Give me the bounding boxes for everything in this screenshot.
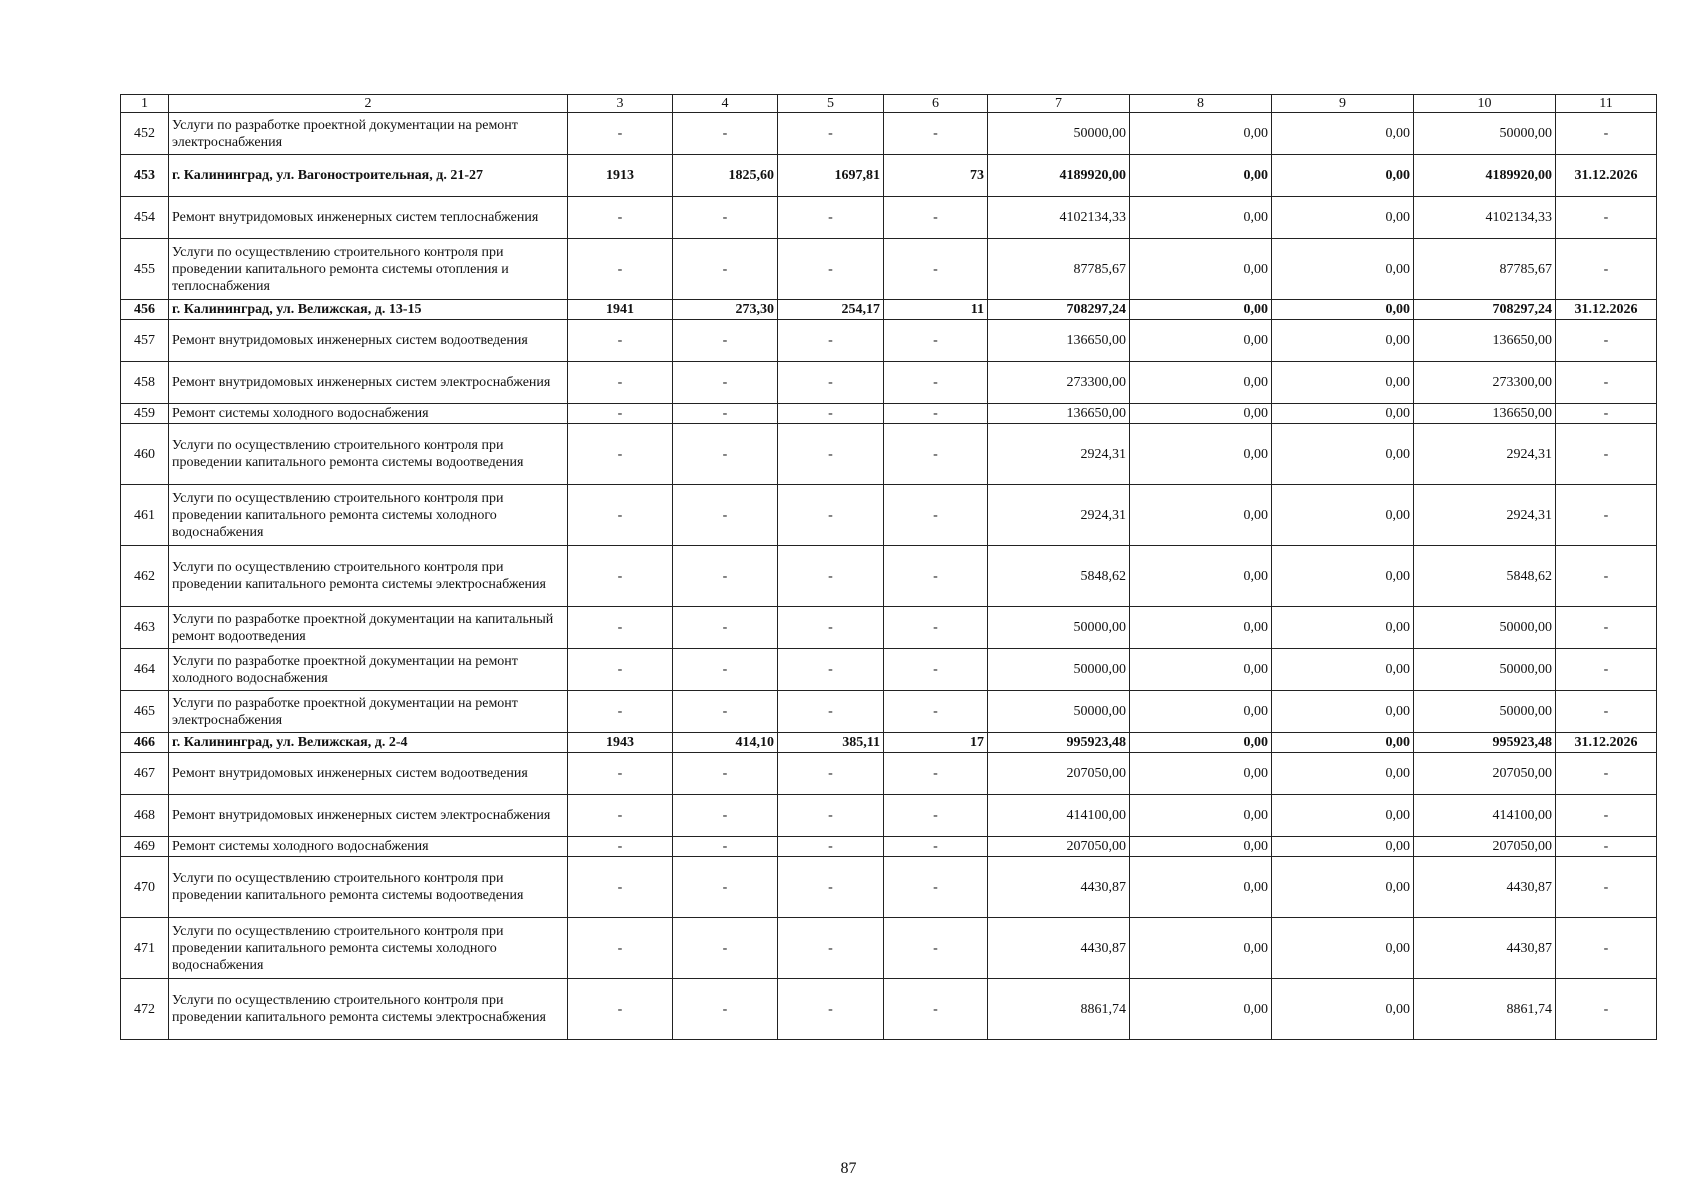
work-description-cell: Ремонт внутридомовых инженерных систем теплоснабжения <box>169 197 568 239</box>
col-10-amount-cell: 207050,00 <box>1414 837 1556 857</box>
col-6-cell: - <box>884 239 988 300</box>
col-7-amount-cell: 2924,31 <box>988 424 1130 485</box>
col-8-amount-cell: 0,00 <box>1130 113 1272 155</box>
row-number-cell: 453 <box>121 155 169 197</box>
col-10-amount-cell: 5848,62 <box>1414 546 1556 607</box>
col-10-amount-cell: 50000,00 <box>1414 113 1556 155</box>
col-4-cell: 1825,60 <box>673 155 778 197</box>
col-7-amount-cell: 4430,87 <box>988 857 1130 918</box>
col-7-amount-cell: 2924,31 <box>988 485 1130 546</box>
work-description-cell: Ремонт внутридомовых инженерных систем электроснабжения <box>169 362 568 404</box>
col-9-amount-cell: 0,00 <box>1272 733 1414 753</box>
col-9-amount-cell: 0,00 <box>1272 607 1414 649</box>
col-3-cell: - <box>568 607 673 649</box>
col-8-amount-cell: 0,00 <box>1130 300 1272 320</box>
col-5-cell: 1697,81 <box>778 155 884 197</box>
row-number-cell: 462 <box>121 546 169 607</box>
table-row <box>121 837 1657 857</box>
col-10-amount-cell: 2924,31 <box>1414 424 1556 485</box>
col-8-amount-cell: 0,00 <box>1130 239 1272 300</box>
col-6-cell: - <box>884 837 988 857</box>
col-3-cell: - <box>568 320 673 362</box>
col-3-cell: - <box>568 546 673 607</box>
col-10-amount-cell: 414100,00 <box>1414 795 1556 837</box>
col-11-date-cell: - <box>1556 239 1657 300</box>
col-9-amount-cell: 0,00 <box>1272 239 1414 300</box>
col-7-amount-cell: 5848,62 <box>988 546 1130 607</box>
column-header: 3 <box>568 95 673 113</box>
col-3-cell: - <box>568 753 673 795</box>
col-7-amount-cell: 4430,87 <box>988 918 1130 979</box>
column-header: 9 <box>1272 95 1414 113</box>
col-3-cell: - <box>568 424 673 485</box>
col-9-amount-cell: 0,00 <box>1272 979 1414 1040</box>
col-6-cell: 11 <box>884 300 988 320</box>
work-description-cell: Услуги по осуществлению строительного контроля при проведении капитального ремонта системы электроснабжения <box>169 979 568 1040</box>
row-number-cell: 467 <box>121 753 169 795</box>
col-10-amount-cell: 50000,00 <box>1414 691 1556 733</box>
table-row <box>121 424 1657 485</box>
col-11-date-cell: - <box>1556 424 1657 485</box>
col-3-cell: - <box>568 362 673 404</box>
table-row <box>121 607 1657 649</box>
col-3-cell: - <box>568 239 673 300</box>
col-11-date-cell: - <box>1556 691 1657 733</box>
col-7-amount-cell: 87785,67 <box>988 239 1130 300</box>
col-6-cell: - <box>884 404 988 424</box>
col-6-cell: - <box>884 320 988 362</box>
col-5-cell: - <box>778 795 884 837</box>
col-3-cell: 1941 <box>568 300 673 320</box>
col-3-cell: - <box>568 197 673 239</box>
col-7-amount-cell: 50000,00 <box>988 607 1130 649</box>
col-11-date-cell: - <box>1556 918 1657 979</box>
work-description-cell: Ремонт системы холодного водоснабжения <box>169 404 568 424</box>
work-description-cell: Ремонт внутридомовых инженерных систем водоотведения <box>169 753 568 795</box>
row-number-cell: 469 <box>121 837 169 857</box>
row-number-cell: 455 <box>121 239 169 300</box>
col-9-amount-cell: 0,00 <box>1272 753 1414 795</box>
col-11-date-cell: - <box>1556 485 1657 546</box>
col-10-amount-cell: 273300,00 <box>1414 362 1556 404</box>
col-5-cell: - <box>778 691 884 733</box>
col-8-amount-cell: 0,00 <box>1130 918 1272 979</box>
row-number-cell: 454 <box>121 197 169 239</box>
column-number-header-row <box>121 95 1657 113</box>
col-4-cell: - <box>673 197 778 239</box>
col-6-cell: - <box>884 546 988 607</box>
col-5-cell: 254,17 <box>778 300 884 320</box>
work-description-cell: Услуги по осуществлению строительного контроля при проведении капитального ремонта системы холодного водоснабжения <box>169 485 568 546</box>
work-description-cell: Услуги по осуществлению строительного контроля при проведении капитального ремонта системы водоотведения <box>169 857 568 918</box>
row-number-cell: 456 <box>121 300 169 320</box>
table-row <box>121 649 1657 691</box>
col-6-cell: - <box>884 197 988 239</box>
table-row <box>121 857 1657 918</box>
row-number-cell: 461 <box>121 485 169 546</box>
col-8-amount-cell: 0,00 <box>1130 753 1272 795</box>
col-3-cell: - <box>568 857 673 918</box>
col-7-amount-cell: 136650,00 <box>988 404 1130 424</box>
column-header: 1 <box>121 95 169 113</box>
row-number-cell: 463 <box>121 607 169 649</box>
col-10-amount-cell: 4102134,33 <box>1414 197 1556 239</box>
col-8-amount-cell: 0,00 <box>1130 197 1272 239</box>
col-8-amount-cell: 0,00 <box>1130 733 1272 753</box>
row-number-cell: 465 <box>121 691 169 733</box>
work-description-cell: Услуги по разработке проектной документации на ремонт холодного водоснабжения <box>169 649 568 691</box>
col-10-amount-cell: 87785,67 <box>1414 239 1556 300</box>
col-3-cell: - <box>568 795 673 837</box>
col-9-amount-cell: 0,00 <box>1272 300 1414 320</box>
col-8-amount-cell: 0,00 <box>1130 546 1272 607</box>
col-4-cell: 273,30 <box>673 300 778 320</box>
col-4-cell: 414,10 <box>673 733 778 753</box>
col-4-cell: - <box>673 979 778 1040</box>
col-8-amount-cell: 0,00 <box>1130 320 1272 362</box>
col-4-cell: - <box>673 320 778 362</box>
col-5-cell: - <box>778 113 884 155</box>
col-8-amount-cell: 0,00 <box>1130 424 1272 485</box>
col-11-date-cell: - <box>1556 795 1657 837</box>
col-6-cell: 73 <box>884 155 988 197</box>
col-5-cell: - <box>778 362 884 404</box>
col-10-amount-cell: 136650,00 <box>1414 320 1556 362</box>
col-9-amount-cell: 0,00 <box>1272 155 1414 197</box>
col-7-amount-cell: 50000,00 <box>988 113 1130 155</box>
col-3-cell: - <box>568 837 673 857</box>
col-4-cell: - <box>673 837 778 857</box>
col-11-date-cell: - <box>1556 362 1657 404</box>
column-header: 6 <box>884 95 988 113</box>
column-header: 4 <box>673 95 778 113</box>
col-5-cell: - <box>778 979 884 1040</box>
col-11-date-cell: - <box>1556 404 1657 424</box>
address-row <box>121 733 1657 753</box>
col-4-cell: - <box>673 113 778 155</box>
col-11-date-cell: 31.12.2026 <box>1556 733 1657 753</box>
col-7-amount-cell: 4102134,33 <box>988 197 1130 239</box>
table-row <box>121 485 1657 546</box>
col-3-cell: - <box>568 485 673 546</box>
col-3-cell: - <box>568 691 673 733</box>
work-description-cell: Ремонт внутридомовых инженерных систем водоотведения <box>169 320 568 362</box>
col-7-amount-cell: 4189920,00 <box>988 155 1130 197</box>
col-9-amount-cell: 0,00 <box>1272 404 1414 424</box>
col-8-amount-cell: 0,00 <box>1130 795 1272 837</box>
col-7-amount-cell: 207050,00 <box>988 837 1130 857</box>
col-7-amount-cell: 50000,00 <box>988 649 1130 691</box>
table-row <box>121 197 1657 239</box>
col-8-amount-cell: 0,00 <box>1130 155 1272 197</box>
row-number-cell: 457 <box>121 320 169 362</box>
column-header: 5 <box>778 95 884 113</box>
col-10-amount-cell: 207050,00 <box>1414 753 1556 795</box>
col-4-cell: - <box>673 691 778 733</box>
col-4-cell: - <box>673 362 778 404</box>
column-header: 7 <box>988 95 1130 113</box>
col-11-date-cell: - <box>1556 197 1657 239</box>
col-7-amount-cell: 273300,00 <box>988 362 1130 404</box>
col-11-date-cell: 31.12.2026 <box>1556 300 1657 320</box>
table-row <box>121 362 1657 404</box>
col-3-cell: 1943 <box>568 733 673 753</box>
address-row <box>121 300 1657 320</box>
col-11-date-cell: - <box>1556 546 1657 607</box>
col-4-cell: - <box>673 404 778 424</box>
col-9-amount-cell: 0,00 <box>1272 795 1414 837</box>
col-11-date-cell: - <box>1556 649 1657 691</box>
row-number-cell: 458 <box>121 362 169 404</box>
col-4-cell: - <box>673 424 778 485</box>
col-5-cell: - <box>778 649 884 691</box>
row-number-cell: 460 <box>121 424 169 485</box>
col-9-amount-cell: 0,00 <box>1272 918 1414 979</box>
col-3-cell: - <box>568 918 673 979</box>
col-5-cell: - <box>778 485 884 546</box>
table-row <box>121 918 1657 979</box>
col-5-cell: - <box>778 546 884 607</box>
col-5-cell: - <box>778 837 884 857</box>
col-9-amount-cell: 0,00 <box>1272 320 1414 362</box>
work-description-cell: Услуги по осуществлению строительного контроля при проведении капитального ремонта системы водоотведения <box>169 424 568 485</box>
col-9-amount-cell: 0,00 <box>1272 857 1414 918</box>
work-description-cell: Услуги по разработке проектной документации на ремонт электроснабжения <box>169 113 568 155</box>
col-10-amount-cell: 4189920,00 <box>1414 155 1556 197</box>
table-row <box>121 753 1657 795</box>
col-6-cell: - <box>884 795 988 837</box>
row-number-cell: 466 <box>121 733 169 753</box>
col-8-amount-cell: 0,00 <box>1130 404 1272 424</box>
col-5-cell: - <box>778 918 884 979</box>
col-6-cell: - <box>884 649 988 691</box>
col-8-amount-cell: 0,00 <box>1130 485 1272 546</box>
col-7-amount-cell: 995923,48 <box>988 733 1130 753</box>
col-6-cell: - <box>884 424 988 485</box>
col-4-cell: - <box>673 753 778 795</box>
col-9-amount-cell: 0,00 <box>1272 485 1414 546</box>
col-9-amount-cell: 0,00 <box>1272 197 1414 239</box>
col-8-amount-cell: 0,00 <box>1130 857 1272 918</box>
col-7-amount-cell: 136650,00 <box>988 320 1130 362</box>
page-number: 87 <box>840 1160 857 1177</box>
col-8-amount-cell: 0,00 <box>1130 979 1272 1040</box>
work-description-cell: г. Калининград, ул. Велижская, д. 13-15 <box>169 300 568 320</box>
work-description-cell: Услуги по осуществлению строительного контроля при проведении капитального ремонта системы холодного водоснабжения <box>169 918 568 979</box>
col-10-amount-cell: 8861,74 <box>1414 979 1556 1040</box>
col-10-amount-cell: 4430,87 <box>1414 857 1556 918</box>
work-description-cell: Услуги по разработке проектной документации на капитальный ремонт водоотведения <box>169 607 568 649</box>
repair-schedule-table <box>120 94 1657 1040</box>
work-description-cell: Услуги по разработке проектной документации на ремонт электроснабжения <box>169 691 568 733</box>
column-header: 2 <box>169 95 568 113</box>
col-3-cell: - <box>568 113 673 155</box>
col-4-cell: - <box>673 918 778 979</box>
col-9-amount-cell: 0,00 <box>1272 362 1414 404</box>
col-8-amount-cell: 0,00 <box>1130 691 1272 733</box>
col-4-cell: - <box>673 649 778 691</box>
col-9-amount-cell: 0,00 <box>1272 424 1414 485</box>
col-4-cell: - <box>673 485 778 546</box>
col-4-cell: - <box>673 795 778 837</box>
col-9-amount-cell: 0,00 <box>1272 837 1414 857</box>
col-6-cell: - <box>884 918 988 979</box>
col-7-amount-cell: 8861,74 <box>988 979 1130 1040</box>
col-6-cell: - <box>884 607 988 649</box>
row-number-cell: 464 <box>121 649 169 691</box>
table-row <box>121 795 1657 837</box>
work-description-cell: Ремонт системы холодного водоснабжения <box>169 837 568 857</box>
col-10-amount-cell: 708297,24 <box>1414 300 1556 320</box>
col-6-cell: 17 <box>884 733 988 753</box>
col-11-date-cell: - <box>1556 607 1657 649</box>
col-10-amount-cell: 136650,00 <box>1414 404 1556 424</box>
col-6-cell: - <box>884 979 988 1040</box>
col-6-cell: - <box>884 113 988 155</box>
col-6-cell: - <box>884 753 988 795</box>
row-number-cell: 472 <box>121 979 169 1040</box>
col-7-amount-cell: 708297,24 <box>988 300 1130 320</box>
col-7-amount-cell: 414100,00 <box>988 795 1130 837</box>
col-5-cell: - <box>778 239 884 300</box>
col-4-cell: - <box>673 607 778 649</box>
col-11-date-cell: 31.12.2026 <box>1556 155 1657 197</box>
col-7-amount-cell: 207050,00 <box>988 753 1130 795</box>
col-8-amount-cell: 0,00 <box>1130 607 1272 649</box>
col-4-cell: - <box>673 239 778 300</box>
col-11-date-cell: - <box>1556 837 1657 857</box>
col-10-amount-cell: 4430,87 <box>1414 918 1556 979</box>
col-4-cell: - <box>673 546 778 607</box>
work-description-cell: г. Калининград, ул. Велижская, д. 2-4 <box>169 733 568 753</box>
col-5-cell: - <box>778 197 884 239</box>
col-3-cell: 1913 <box>568 155 673 197</box>
col-9-amount-cell: 0,00 <box>1272 649 1414 691</box>
col-5-cell: 385,11 <box>778 733 884 753</box>
col-4-cell: - <box>673 857 778 918</box>
col-10-amount-cell: 50000,00 <box>1414 649 1556 691</box>
row-number-cell: 471 <box>121 918 169 979</box>
col-10-amount-cell: 50000,00 <box>1414 607 1556 649</box>
row-number-cell: 459 <box>121 404 169 424</box>
col-8-amount-cell: 0,00 <box>1130 649 1272 691</box>
col-3-cell: - <box>568 649 673 691</box>
col-11-date-cell: - <box>1556 857 1657 918</box>
address-row <box>121 155 1657 197</box>
col-6-cell: - <box>884 691 988 733</box>
col-9-amount-cell: 0,00 <box>1272 546 1414 607</box>
col-5-cell: - <box>778 753 884 795</box>
col-3-cell: - <box>568 979 673 1040</box>
col-8-amount-cell: 0,00 <box>1130 362 1272 404</box>
table-row <box>121 404 1657 424</box>
col-11-date-cell: - <box>1556 979 1657 1040</box>
table-row <box>121 979 1657 1040</box>
column-header: 10 <box>1414 95 1556 113</box>
col-8-amount-cell: 0,00 <box>1130 837 1272 857</box>
col-6-cell: - <box>884 485 988 546</box>
row-number-cell: 468 <box>121 795 169 837</box>
col-10-amount-cell: 2924,31 <box>1414 485 1556 546</box>
col-7-amount-cell: 50000,00 <box>988 691 1130 733</box>
table-row <box>121 113 1657 155</box>
table-row <box>121 320 1657 362</box>
row-number-cell: 452 <box>121 113 169 155</box>
col-5-cell: - <box>778 424 884 485</box>
work-description-cell: Ремонт внутридомовых инженерных систем электроснабжения <box>169 795 568 837</box>
col-6-cell: - <box>884 857 988 918</box>
col-11-date-cell: - <box>1556 113 1657 155</box>
col-3-cell: - <box>568 404 673 424</box>
table-body <box>121 95 1657 1040</box>
col-9-amount-cell: 0,00 <box>1272 113 1414 155</box>
col-5-cell: - <box>778 607 884 649</box>
column-header: 8 <box>1130 95 1272 113</box>
work-description-cell: Услуги по осуществлению строительного контроля при проведении капитального ремонта системы отопления и теплоснабжения <box>169 239 568 300</box>
col-5-cell: - <box>778 857 884 918</box>
col-11-date-cell: - <box>1556 753 1657 795</box>
col-5-cell: - <box>778 320 884 362</box>
col-11-date-cell: - <box>1556 320 1657 362</box>
row-number-cell: 470 <box>121 857 169 918</box>
col-10-amount-cell: 995923,48 <box>1414 733 1556 753</box>
table-row <box>121 239 1657 300</box>
col-9-amount-cell: 0,00 <box>1272 691 1414 733</box>
work-description-cell: г. Калининград, ул. Вагоностроительная, д. 21-27 <box>169 155 568 197</box>
work-description-cell: Услуги по осуществлению строительного контроля при проведении капитального ремонта системы электроснабжения <box>169 546 568 607</box>
col-6-cell: - <box>884 362 988 404</box>
col-5-cell: - <box>778 404 884 424</box>
table-row <box>121 691 1657 733</box>
table-row <box>121 546 1657 607</box>
column-header: 11 <box>1556 95 1657 113</box>
